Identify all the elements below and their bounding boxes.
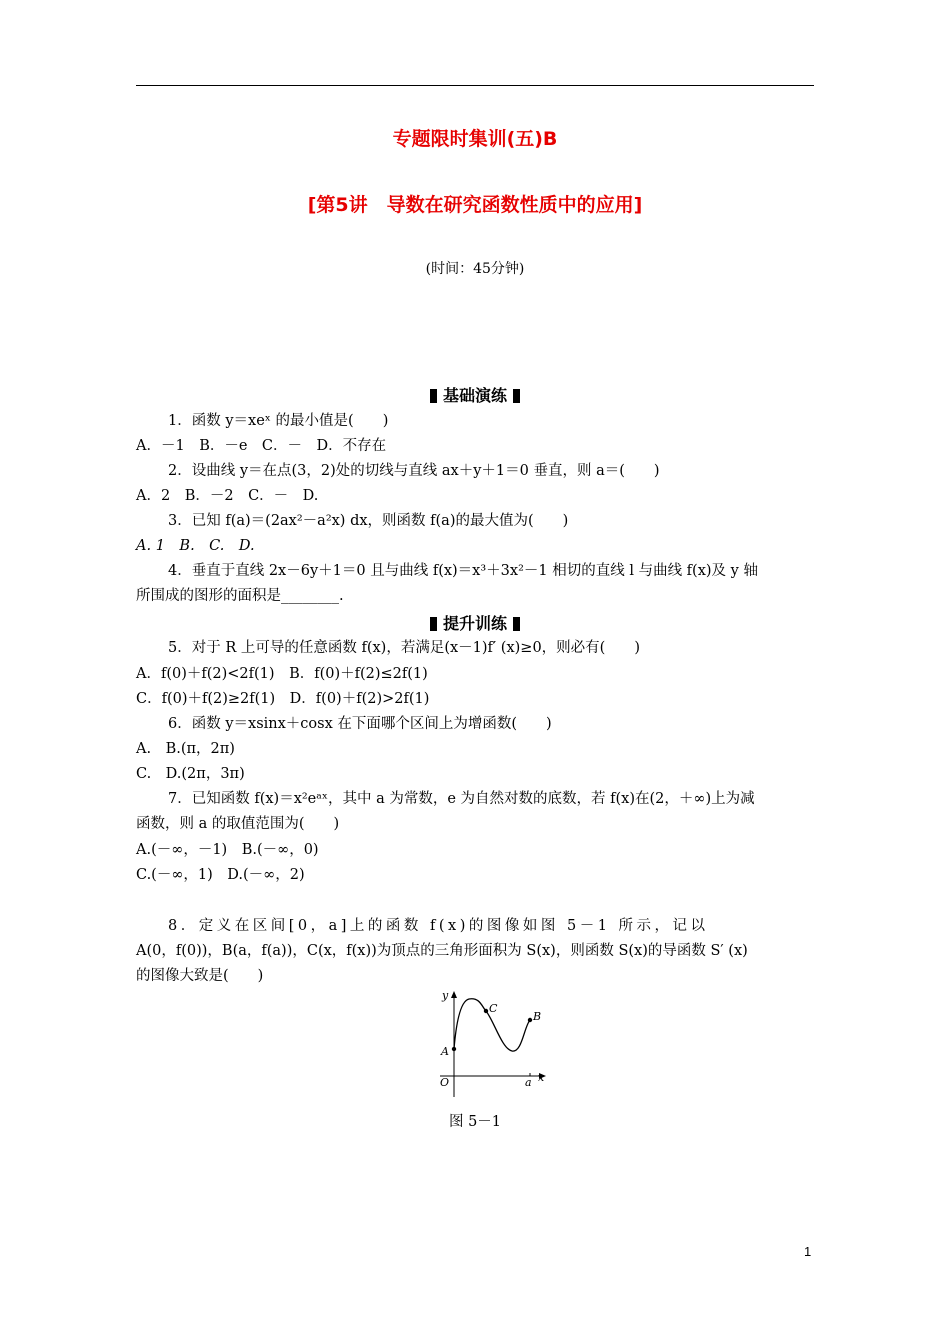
square-bullet-icon	[513, 389, 520, 403]
label-y: y	[442, 989, 449, 1002]
label-point-a: A	[441, 1045, 449, 1058]
question-1: 1．函数 y＝xeˣ 的最小值是( )	[168, 413, 389, 429]
point-b-marker	[528, 1018, 532, 1022]
question-7-line-2: 函数，则 a 的取值范围为( )	[136, 816, 340, 832]
question-6: 6．函数 y＝xsinx＋cosx 在下面哪个区间上为增函数( )	[168, 716, 552, 732]
question-5: 5．对于 R 上可导的任意函数 f(x)，若满足(x－1)f′ (x)≥0，则必有( )	[168, 640, 640, 656]
square-bullet-icon	[513, 617, 520, 631]
question-4-line-2: 所围成的图形的面积是________.	[136, 588, 344, 604]
question-4-line-1: 4．垂直于直线 2x－6y＋1＝0 且与曲线 f(x)＝x³＋3x²－1 相切的直线 l 与曲线 f(x)及 y 轴	[168, 563, 758, 579]
label-origin: O	[440, 1076, 450, 1089]
question-2-options: A．2 B．－2 C．－ D.	[136, 488, 319, 504]
page-title: 专题限时集训(五)B	[392, 128, 558, 150]
question-7-options-cd: C.(－∞，1) D.(－∞，2)	[136, 867, 305, 883]
time-note: (时间：45分钟)	[425, 261, 525, 277]
point-a-marker	[452, 1047, 456, 1051]
question-1-options: A．－1 B．－e C．－ D．不存在	[136, 438, 387, 454]
point-c-marker	[484, 1009, 488, 1013]
label-a: a	[525, 1076, 532, 1089]
question-6-options-cd: C. D.(2π，3π)	[136, 766, 245, 782]
question-3-options: A. 1 B. C. D.	[136, 538, 255, 554]
square-bullet-icon	[430, 389, 437, 403]
header-rule	[136, 85, 814, 86]
question-7-line-1: 7．已知函数 f(x)＝x²eᵃˣ，其中 a 为常数，e 为自然对数的底数，若 f(x)在(2，＋∞)上为减	[168, 791, 755, 807]
question-8-line-3: 的图像大致是( )	[136, 968, 264, 984]
square-bullet-icon	[430, 617, 437, 631]
page-number: 1	[804, 1244, 812, 1259]
question-5-options-cd: C．f(0)＋f(2)≥2f(1) D．f(0)＋f(2)>2f(1)	[136, 691, 430, 707]
figure-caption: 图 5－1	[448, 1114, 502, 1130]
label-x: x	[538, 1071, 545, 1084]
label-point-b: B	[533, 1010, 542, 1023]
section-heading-basic: 基础演练	[0, 383, 950, 406]
question-8-line-1: 8．定义在区间[0，a]上的函数 f(x)的图像如图 5－1 所示，记以	[168, 918, 709, 934]
y-axis-arrow-icon	[451, 991, 457, 998]
question-2: 2．设曲线 y＝在点(3，2)处的切线与直线 ax＋y＋1＝0 垂直，则 a＝( )	[168, 463, 660, 479]
page-subtitle: [第5讲 导数在研究函数性质中的应用]	[307, 194, 643, 216]
question-8-line-2: A(0，f(0))，B(a，f(a))，C(x，f(x))为顶点的三角形面积为 S(x)，则函数 S(x)的导函数 S′ (x)	[136, 943, 748, 959]
question-7-options-ab: A.(－∞，－1) B.(－∞，0)	[136, 842, 319, 858]
figure-5-1-graph	[430, 985, 560, 1100]
question-6-options-ab: A. B.(π，2π)	[136, 741, 235, 757]
section-heading-advanced: 提升训练	[0, 611, 950, 634]
question-3: 3．已知 f(a)＝(2ax²－a²x) dx，则函数 f(a)的最大值为( )	[168, 513, 569, 529]
question-5-options-ab: A．f(0)＋f(2)<2f(1) B．f(0)＋f(2)≤2f(1)	[136, 666, 428, 682]
label-point-c: C	[489, 1002, 498, 1015]
